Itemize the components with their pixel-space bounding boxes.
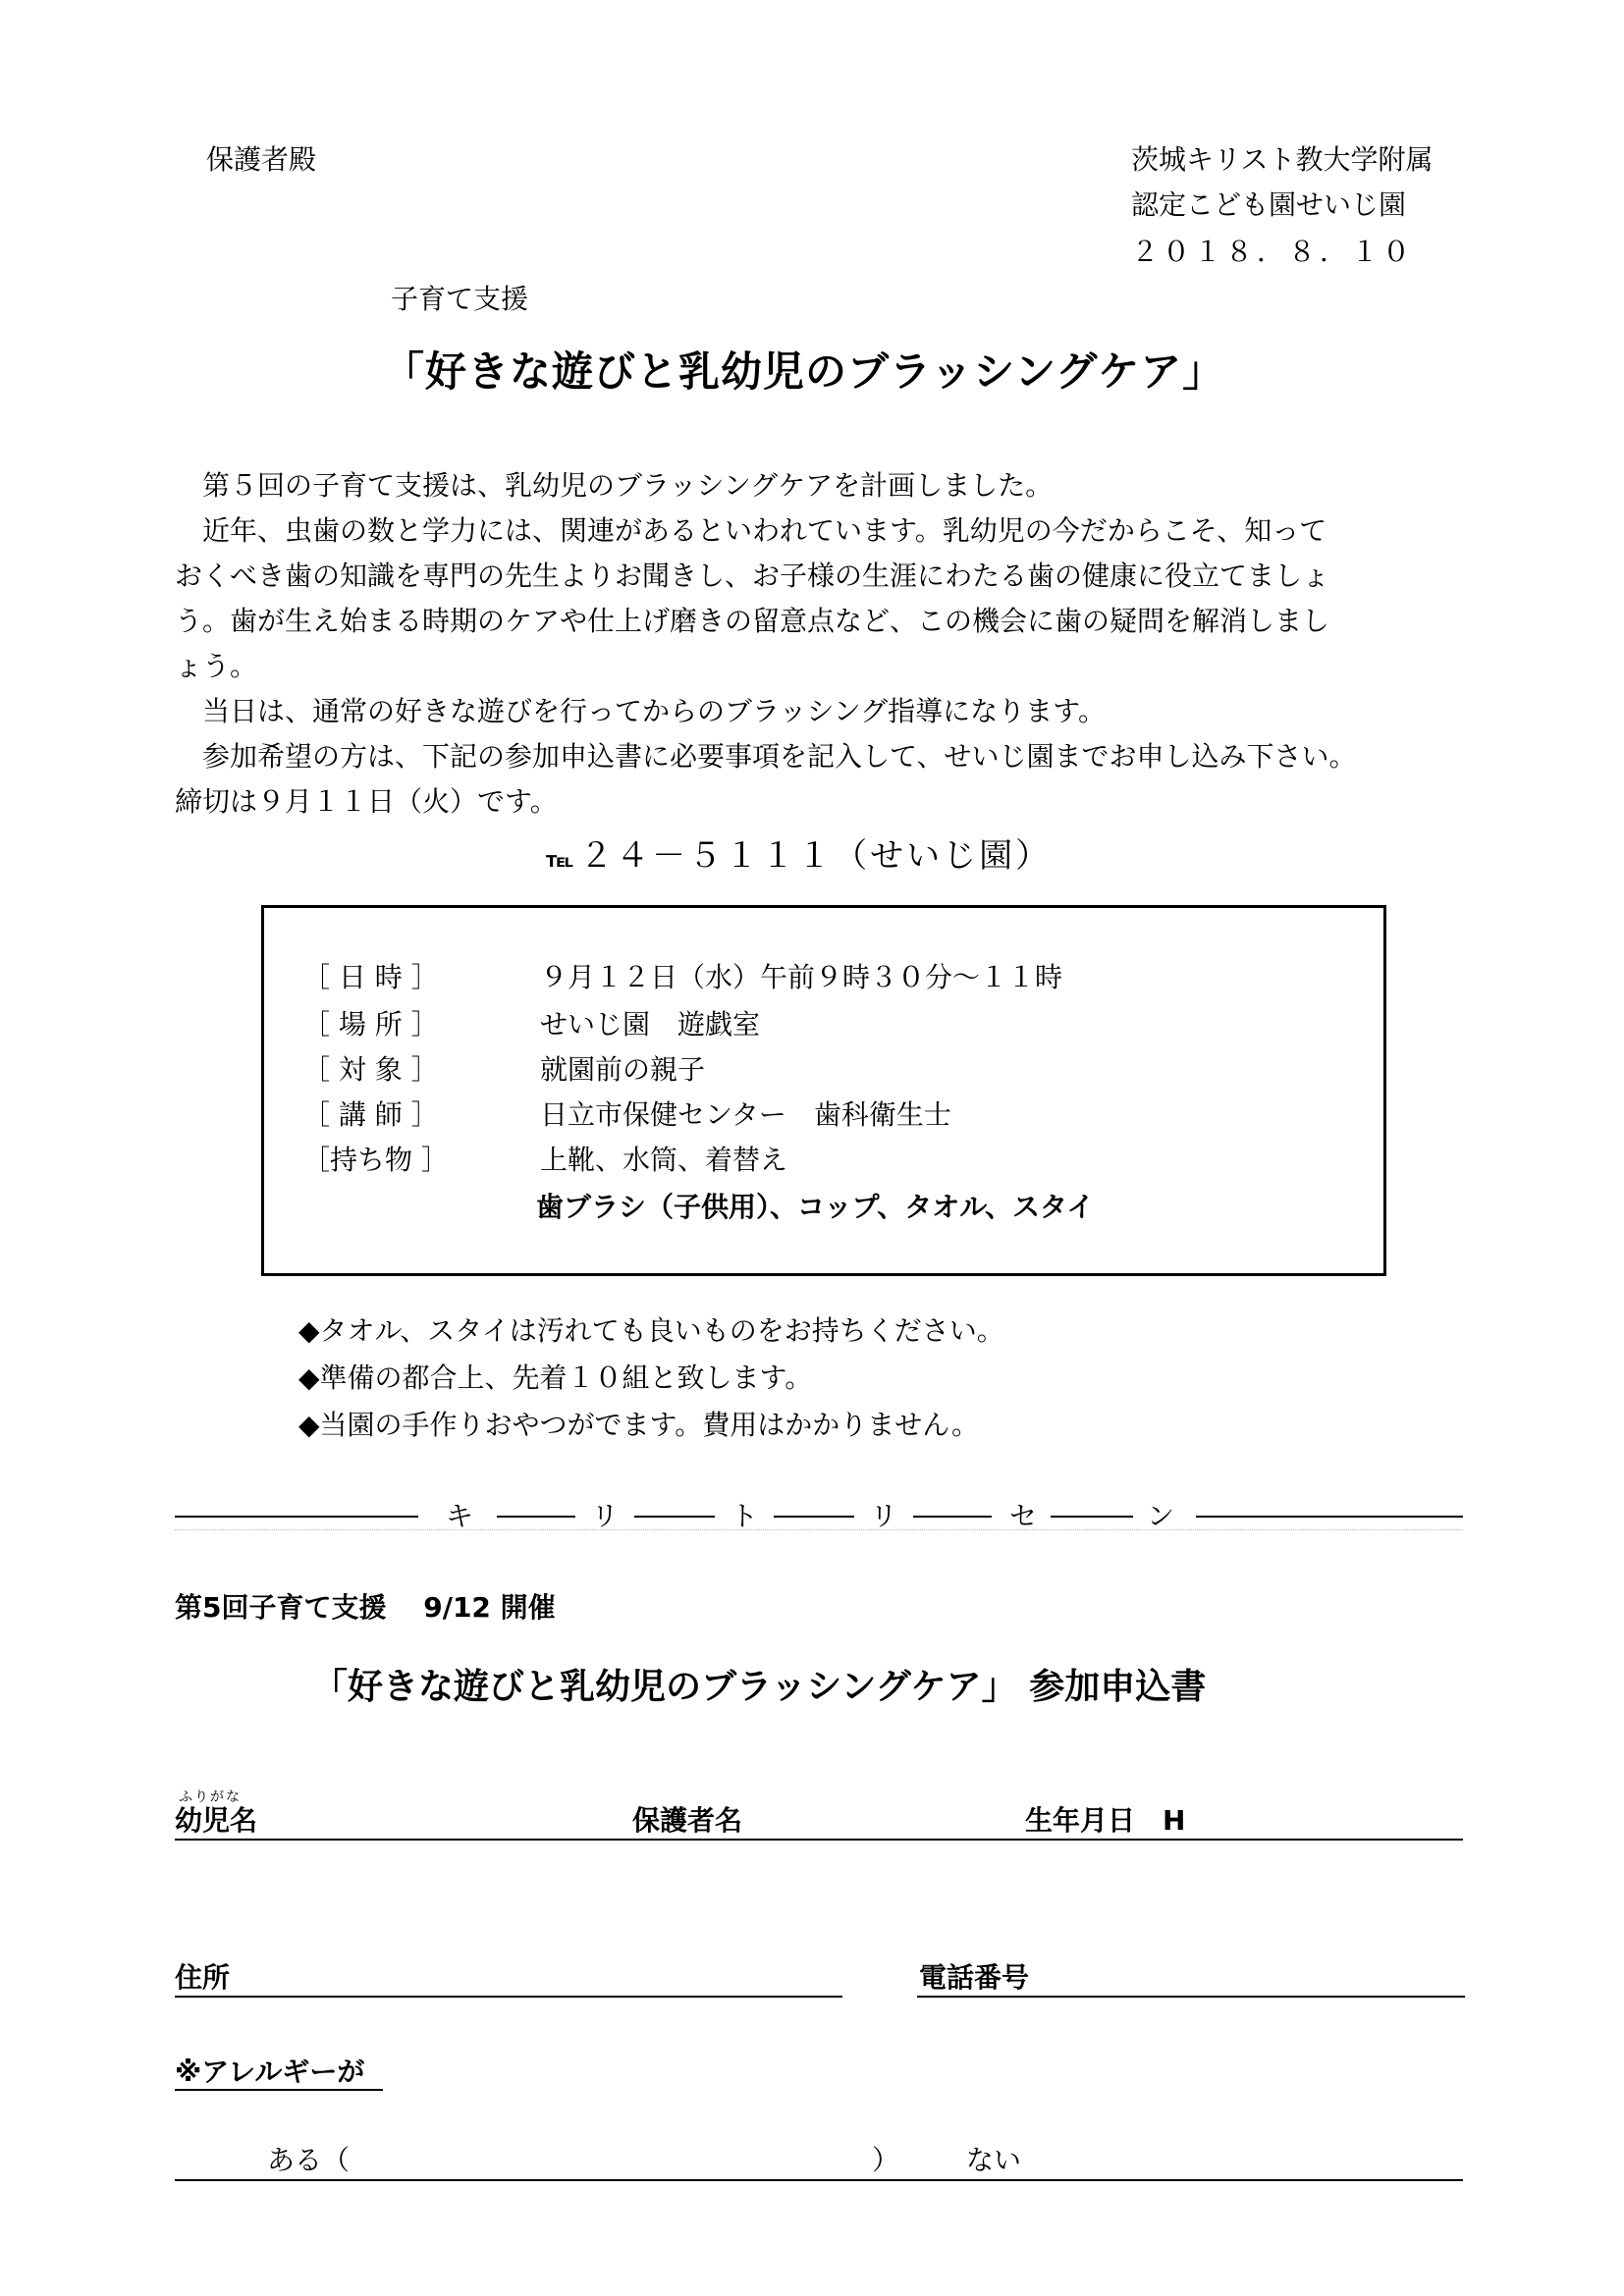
cut-line-segment bbox=[1051, 1516, 1133, 1518]
allergy-label: ※アレルギーが bbox=[175, 2056, 365, 2088]
cut-line-segment bbox=[634, 1516, 715, 1518]
cut-line-dots bbox=[175, 1529, 1463, 1530]
detail-label-belongings: ［持ち物 ］ bbox=[302, 1144, 449, 1176]
note-item: ◆準備の都合上、先着１０組と致します。 bbox=[298, 1362, 813, 1394]
body-line: 近年、虫歯の数と学力には、関連があるといわれています。乳幼児の今だからこそ、知って bbox=[175, 514, 1327, 547]
telephone bbox=[546, 828, 1052, 877]
cut-line-segment bbox=[497, 1516, 575, 1518]
address-underline bbox=[175, 1996, 842, 1998]
detail-value-belongings: 上靴、水筒、着替え bbox=[540, 1144, 788, 1176]
document-date: ２０１８．８．１０ bbox=[1131, 236, 1415, 268]
cut-line-segment bbox=[913, 1516, 992, 1518]
page-title: 「好きな遊びと乳幼児のブラッシングケア」 bbox=[383, 347, 1225, 396]
detail-value-lecturer: 日立市保健センター 歯科衛生士 bbox=[540, 1098, 951, 1131]
cut-line-char: セ bbox=[1009, 1500, 1038, 1532]
birthdate-label: 生年月日 H bbox=[1025, 1804, 1186, 1837]
cut-line-char: キ bbox=[446, 1500, 474, 1532]
cut-line-segment bbox=[774, 1516, 854, 1518]
furigana-label: ふりがな bbox=[179, 1789, 242, 1805]
allergy-yes-close-paren: ） bbox=[872, 2144, 900, 2176]
recipient: 保護者殿 bbox=[206, 143, 317, 176]
cut-line-segment bbox=[175, 1516, 418, 1518]
organization-line-1: 茨城キリスト教大学附属 bbox=[1131, 143, 1434, 176]
note-item: ◆タオル、スタイは汚れても良いものをお持ちください。 bbox=[298, 1314, 1004, 1347]
allergy-no-option: ない bbox=[966, 2144, 1022, 2176]
detail-value-place: せいじ園 遊戯室 bbox=[540, 1008, 761, 1041]
detail-label-target: ［ 対 象 ］ bbox=[302, 1053, 439, 1086]
body-line: 当日は、通常の好きな遊びを行ってからのブラッシング指導になります。 bbox=[175, 695, 1106, 727]
phone-underline bbox=[917, 1996, 1465, 1998]
body-line: ょう。 bbox=[175, 650, 258, 682]
body-line: 締切は９月１１日（火）です。 bbox=[175, 785, 558, 818]
detail-label-datetime: ［ 日 時 ］ bbox=[302, 961, 439, 993]
detail-value-belongings-extra: 歯ブラシ（子供用）、コップ、タオル、スタイ bbox=[536, 1191, 1095, 1223]
subtitle: 子育て支援 bbox=[391, 283, 529, 315]
detail-label-lecturer: ［ 講 師 ］ bbox=[302, 1098, 439, 1131]
cut-line-char: リ bbox=[870, 1500, 898, 1532]
phone-label: 電話番号 bbox=[919, 1961, 1030, 1994]
telephone-icon: ℡ bbox=[546, 848, 574, 873]
name-row-underline bbox=[175, 1839, 1463, 1841]
detail-value-datetime: ９月１２日（水）午前９時３０分～１１時 bbox=[540, 961, 1063, 993]
cut-line-segment bbox=[1196, 1516, 1463, 1518]
body-text bbox=[175, 463, 1356, 825]
guardian-name-label: 保護者名 bbox=[632, 1804, 743, 1837]
cut-line bbox=[175, 1502, 1463, 1531]
detail-value-target: 就園前の親子 bbox=[540, 1053, 706, 1086]
note-item: ◆当園の手作りおやつがでます。費用はかかりません。 bbox=[298, 1409, 979, 1441]
body-line: 第５回の子育て支援は、乳幼児のブラッシングケアを計画しました。 bbox=[175, 469, 1054, 502]
child-name-label: 幼児名 bbox=[175, 1804, 258, 1837]
cut-line-char: ン bbox=[1147, 1500, 1175, 1532]
cut-line-char: ト bbox=[731, 1500, 759, 1532]
form-title: 「好きな遊びと乳幼児のブラッシングケア」 参加申込書 bbox=[312, 1667, 1207, 1707]
allergy-row-underline bbox=[175, 2179, 1463, 2181]
allergy-label-underline bbox=[175, 2089, 383, 2091]
body-line: 参加希望の方は、下記の参加申込書に必要事項を記入して、せいじ園までお申し込み下さい。 bbox=[175, 740, 1357, 773]
body-line: う。歯が生え始まる時期のケアや仕上げ磨きの留意点など、この機会に歯の疑問を解消しまし bbox=[175, 605, 1330, 637]
body-line: おくべき歯の知識を専門の先生よりお聞きし、お子様の生涯にわたる歯の健康に役立てましょ bbox=[175, 560, 1330, 592]
telephone-number: ２４－５１１１（せいじ園） bbox=[579, 836, 1053, 876]
address-label: 住所 bbox=[175, 1961, 231, 1994]
detail-label-place: ［ 場 所 ］ bbox=[302, 1008, 439, 1041]
allergy-yes-option: ある（ bbox=[267, 2144, 351, 2176]
form-event-line: 第5回子育て支援 9/12 開催 bbox=[175, 1591, 556, 1624]
cut-line-char: リ bbox=[591, 1500, 620, 1532]
organization-line-2: 認定こども園せいじ園 bbox=[1131, 188, 1407, 221]
